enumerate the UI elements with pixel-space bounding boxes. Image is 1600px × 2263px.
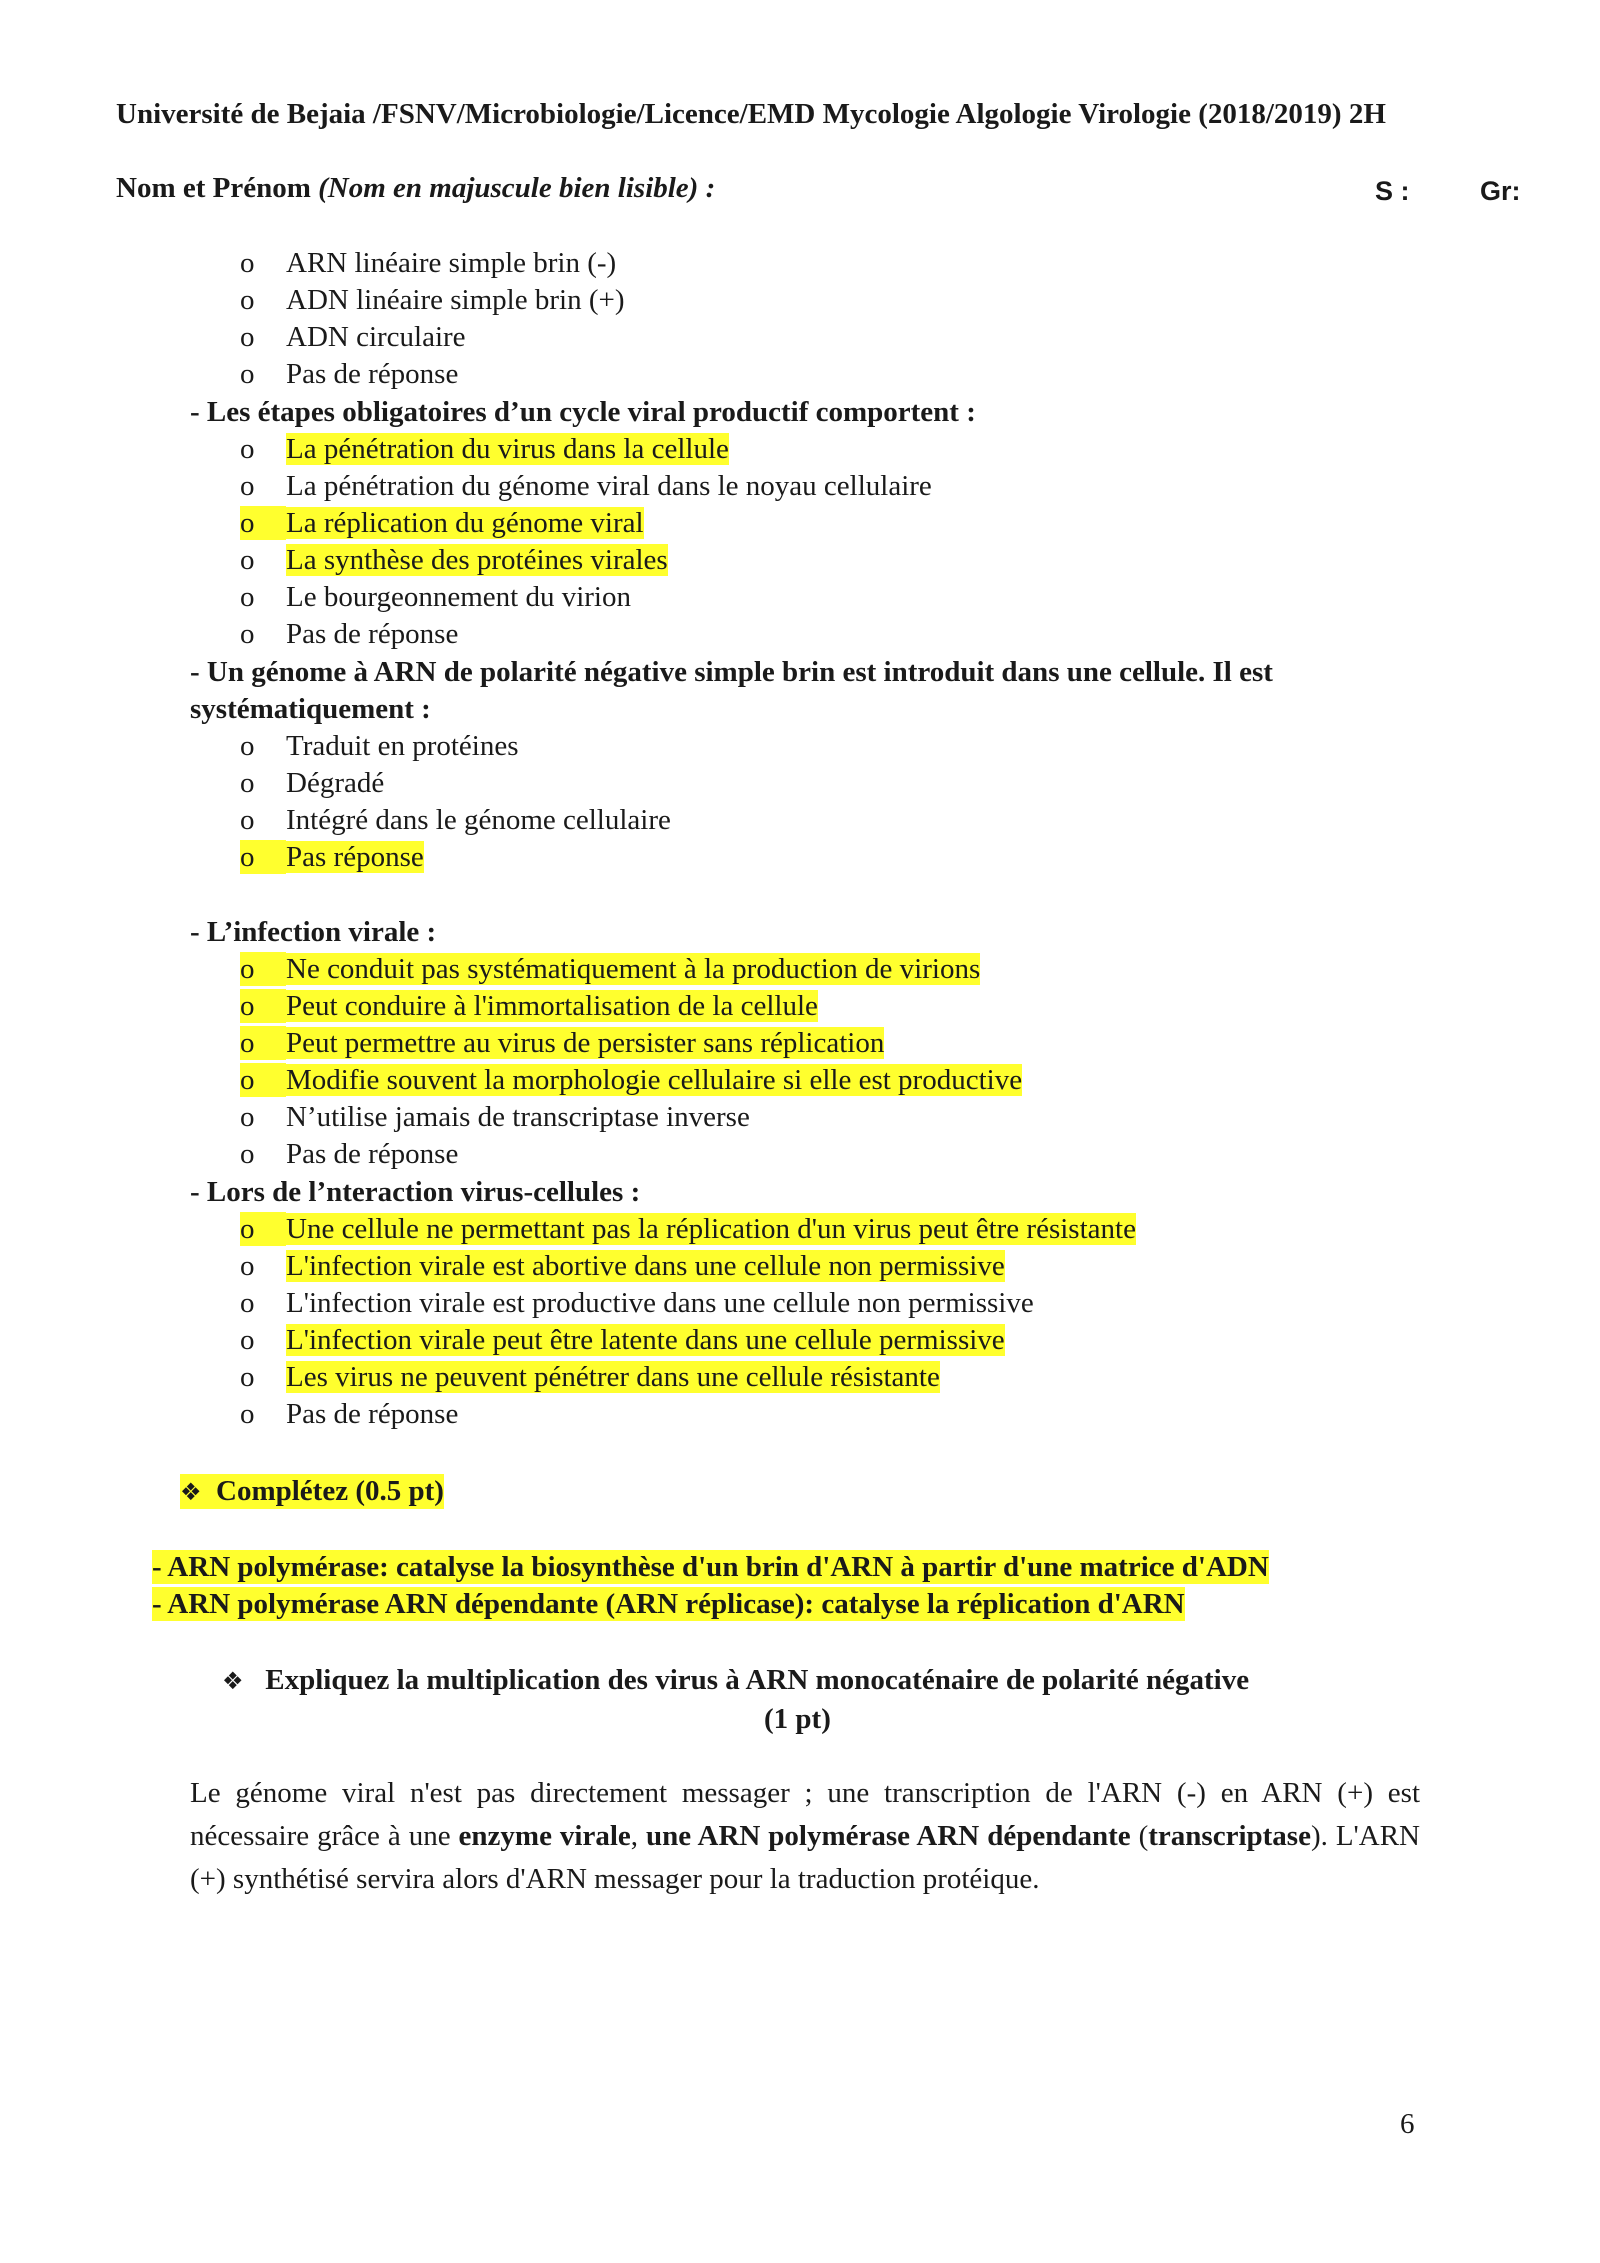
highlighted-answer: La pénétration du virus dans la cellule	[286, 433, 729, 465]
list-item: o Pas de réponse	[240, 1138, 459, 1170]
option-bullet: o	[240, 1398, 255, 1430]
list-item: o La pénétration du génome viral dans le noyau cellulaire	[240, 470, 932, 502]
option-bullet: o	[240, 804, 255, 836]
diamond-star-icon: ❖	[180, 1478, 202, 1506]
exam-header: Université de Bejaia /FSNV/Microbiologie/Licence/EMD Mycologie Algologie Virologie (2018/2019) 2H	[116, 98, 1386, 130]
explain-points: (1 pt)	[764, 1703, 831, 1735]
list-item: o ARN linéaire simple brin (-)	[240, 247, 617, 279]
highlighted-answer: Une cellule ne permettant pas la réplication d'un virus peut être résistante	[286, 1213, 1136, 1245]
list-item: o N’utilise jamais de transcriptase inverse	[240, 1101, 750, 1133]
completez-heading: ❖ Complétez (0.5 pt)	[180, 1475, 444, 1507]
name-line	[116, 172, 715, 205]
list-item: o ADN linéaire simple brin (+)	[240, 284, 625, 316]
explain-heading: ❖ Expliquez la multiplication des virus à ARN monocaténaire de polarité négative	[222, 1664, 1250, 1696]
list-item	[240, 1323, 1005, 1357]
option-bullet: o	[240, 1101, 255, 1133]
question-heading: - L’infection virale :	[190, 916, 437, 948]
question-heading-cont: systématiquement :	[190, 693, 431, 725]
highlighted-answer: Pas réponse	[286, 841, 424, 873]
group-label: Gr:	[1480, 176, 1521, 206]
option-bullet: o	[240, 358, 255, 390]
highlighted-answer: L'infection virale est abortive dans une cellule non permissive	[286, 1250, 1005, 1282]
highlighted-answer: La réplication du génome viral	[286, 507, 644, 539]
option-bullet: o	[240, 952, 286, 986]
list-item: o Pas de réponse	[240, 1398, 459, 1430]
list-item	[240, 952, 980, 986]
list-item: o Pas de réponse	[240, 358, 459, 390]
option-bullet: o	[240, 544, 255, 576]
option-bullet: o	[240, 1324, 255, 1356]
list-item: o Dégradé	[240, 767, 385, 799]
option-bullet: o	[240, 840, 286, 874]
option-bullet: o	[240, 581, 255, 613]
option-bullet: o	[240, 1212, 286, 1246]
option-bullet: o	[240, 989, 286, 1023]
list-item	[240, 1026, 884, 1060]
section-label: S :	[1375, 176, 1410, 206]
list-item	[240, 1063, 1022, 1097]
name-hint: (Nom en majuscule bien lisible) :	[318, 172, 716, 204]
question-heading: - Lors de l’nteraction virus-cellules :	[190, 1176, 641, 1208]
list-item: o Traduit en protéines	[240, 730, 519, 762]
list-item	[240, 506, 644, 540]
completez-answer-1: - ARN polymérase: catalyse la biosynthèse d'un brin d'ARN à partir d'une matrice d'ADN	[152, 1551, 1269, 1583]
highlighted-answer: Modifie souvent la morphologie cellulaire si elle est productive	[286, 1064, 1023, 1096]
option-bullet: o	[240, 1287, 255, 1319]
option-bullet: o	[240, 284, 255, 316]
highlighted-answer: La synthèse des protéines virales	[286, 544, 668, 576]
option-bullet: o	[240, 1138, 255, 1170]
list-item	[240, 1212, 1136, 1246]
list-item	[240, 432, 729, 466]
option-bullet: o	[240, 247, 255, 279]
option-bullet: o	[240, 1361, 255, 1393]
page-number: 6	[1400, 2108, 1415, 2140]
list-item: o Le bourgeonnement du virion	[240, 581, 631, 613]
highlighted-answer: L'infection virale peut être latente dans une cellule permissive	[286, 1324, 1005, 1356]
option-bullet: o	[240, 470, 255, 502]
option-bullet: o	[240, 1250, 255, 1282]
option-bullet: o	[240, 618, 255, 650]
list-item	[240, 1360, 940, 1394]
list-item	[240, 1249, 1005, 1283]
option-bullet: o	[240, 730, 255, 762]
list-item: o Intégré dans le génome cellulaire	[240, 804, 671, 836]
option-bullet: o	[240, 506, 286, 540]
highlighted-answer: Ne conduit pas systématiquement à la production de virions	[286, 953, 981, 985]
option-bullet: o	[240, 767, 255, 799]
option-bullet: o	[240, 321, 255, 353]
highlighted-answer: Les virus ne peuvent pénétrer dans une cellule résistante	[286, 1361, 940, 1393]
explain-answer-paragraph: Le génome viral n'est pas directement messager ; une transcription de l'ARN (-) en ARN (+) est nécessaire grâce à une enzyme virale, une ARN polymérase ARN dépendante (transcriptase). L'ARN (+) synthétisé servira alors d'ARN messager pour la traduction protéique.	[190, 1777, 1420, 1895]
question-heading: - Les étapes obligatoires d’un cycle viral productif comportent :	[190, 396, 976, 428]
diamond-star-icon: ❖	[222, 1667, 244, 1695]
list-item: o L'infection virale est productive dans une cellule non permissive	[240, 1287, 1034, 1319]
option-bullet: o	[240, 1063, 286, 1097]
name-label: Nom et Prénom	[116, 172, 311, 204]
list-item: o Pas de réponse	[240, 618, 459, 650]
highlighted-answer: Peut permettre au virus de persister sans réplication	[286, 1027, 885, 1059]
list-item	[240, 543, 668, 577]
option-bullet: o	[240, 1026, 286, 1060]
list-item	[240, 989, 818, 1023]
list-item: o ADN circulaire	[240, 321, 466, 353]
option-bullet: o	[240, 433, 255, 465]
completez-answer-2: - ARN polymérase ARN dépendante (ARN réplicase): catalyse la réplication d'ARN	[152, 1588, 1185, 1620]
highlighted-answer: Peut conduire à l'immortalisation de la cellule	[286, 990, 818, 1022]
list-item	[240, 840, 424, 874]
question-heading: - Un génome à ARN de polarité négative simple brin est introduit dans une cellule. Il est	[190, 656, 1273, 688]
